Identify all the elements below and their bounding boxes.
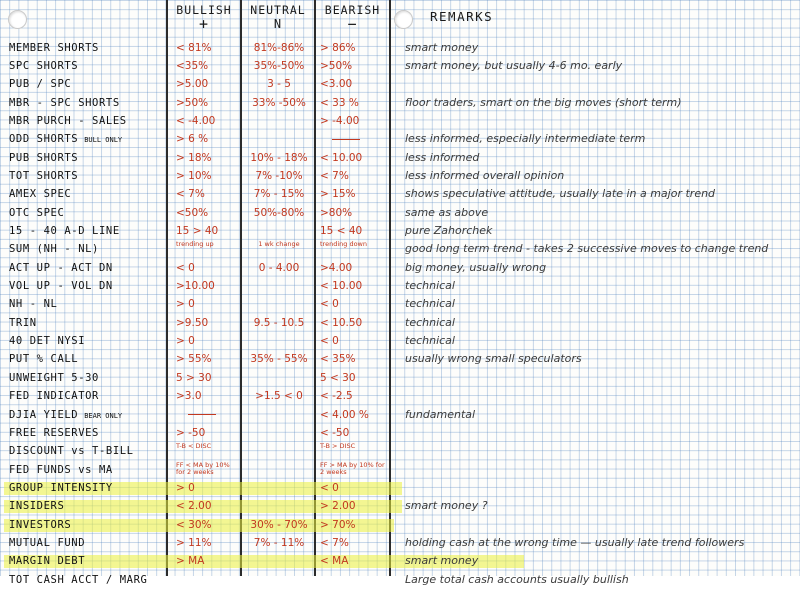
indicator-label [9,424,166,442]
indicator-name: MBR PURCH - SALES [9,114,127,127]
remark-text: technical [405,279,455,293]
dash-mark [188,414,216,415]
indicator-label [9,516,166,534]
indicator-name: GROUP INTENSITY [9,481,113,494]
bearish-value: > 2.00 [320,500,356,513]
remark-text: less informed, especially intermediate term [405,132,646,146]
neutral-value: 33% -50% [252,96,306,109]
bullish-value: <35% [176,59,209,72]
remark-text: usually wrong small speculators [405,352,582,366]
bullish-value: > 6 % [176,133,209,146]
indicator-label [9,130,166,148]
header-neutral-symbol: N [273,17,283,31]
table-row [0,167,800,185]
bearish-value: < 10.00 [320,280,363,293]
table-row [0,332,800,350]
neutral-value [244,112,314,130]
neutral-value: 35%-50% [253,59,305,72]
header-remarks: REMARKS [430,9,494,24]
indicator-name: DJIA YIELD [9,408,79,421]
indicator-name: FED FUNDS vs MA [9,463,113,476]
header-bearish-symbol: − [347,15,358,33]
remark-text: holding cash at the wrong time — usually late trend followers [405,535,745,549]
indicator-name: TRIN [9,316,37,329]
indicator-name: PUT % CALL [9,353,79,366]
bearish-value: < 7% [320,536,349,549]
table-row [0,350,800,368]
table-row [0,94,800,112]
bearish-value: trending down [320,240,367,249]
remark-text: technical [405,334,455,348]
indicator-label [9,442,166,460]
bullish-value: trending up [176,240,214,249]
indicator-label [9,277,166,295]
remark-text [405,479,797,497]
neutral-value [244,332,314,350]
indicator-label [9,534,166,552]
indicator-name: SPC SHORTS [9,59,79,72]
indicator-name: UNWEIGHT 5-30 [9,371,99,384]
indicator-name: PUB SHORTS [9,151,79,164]
bullish-value: <50% [176,206,209,219]
neutral-value [244,295,314,313]
indicator-label [9,39,166,57]
table-row [0,479,800,497]
indicator-name: VOL UP - VOL DN [9,280,113,293]
indicator-label [9,57,166,75]
bullish-value: 5 > 30 [176,371,212,384]
bullish-value: < 81% [176,41,212,54]
indicator-name: FED INDICATOR [9,390,99,403]
table-row [0,222,800,240]
bearish-value: < -50 [320,426,350,439]
indicator-name: FREE RESERVES [9,426,99,439]
remark-text [405,75,797,93]
bearish-value: < 0 [320,481,339,494]
indicator-name: 15 - 40 A-D LINE [9,225,120,237]
indicator-label [9,167,166,185]
remark-text [405,424,797,442]
remark-text: technical [405,315,455,329]
indicator-label [9,94,166,112]
neutral-value [244,424,314,442]
bullish-value: T-B < DISC [176,442,212,451]
indicator-label [9,571,166,589]
neutral-value: 35% - 55% [250,353,308,366]
header-bullish-label: BULLISH [176,3,232,17]
dash-mark [332,139,360,140]
indicator-qualifier: BULL ONLY [84,136,123,145]
bullish-value: > -50 [176,426,206,439]
neutral-value: 50%-80% [253,206,305,219]
remark-text [405,112,797,130]
bullish-value: >50% [176,96,209,109]
indicator-label [9,240,166,258]
bullish-value: < 2.00 [176,500,212,513]
remark-text: floor traders, smart on the big moves (short term) [405,95,682,109]
bearish-value: T-B > DISC [320,442,356,451]
bullish-value: >3.0 [176,390,202,403]
bullish-value: >9.50 [176,316,209,329]
neutral-value [244,571,314,589]
bullish-value: > 55% [176,353,212,366]
table-row [0,112,800,130]
table-row [0,39,800,57]
bearish-value: < 0 [320,298,339,311]
bearish-value: > 86% [320,41,356,54]
bearish-value: < 4.00 % [320,408,369,421]
bullish-value: FF < MA by 10% for 2 weeks [176,460,230,477]
bullish-value: < 0 [176,261,195,274]
neutral-value: 7% - 11% [253,536,305,549]
indicator-label [9,350,166,368]
bullish-value: < -4.00 [176,114,216,127]
table-row [0,497,800,515]
bullish-value: < 30% [176,518,212,531]
bearish-value: 15 < 40 [320,225,363,237]
remark-text: smart money [405,40,479,54]
bullish-value: > MA [176,555,205,568]
neutral-value [244,222,314,240]
indicator-name: 40 DET NYSI [9,335,86,348]
indicator-name: OTC SPEC [9,206,65,219]
bearish-value [320,571,388,589]
indicator-label [9,552,166,570]
indicator-name: NH - NL [9,298,58,311]
bearish-value: < 10.50 [320,316,363,329]
indicator-name: TOT SHORTS [9,169,79,182]
neutral-value [244,479,314,497]
indicator-name: INSIDERS [9,500,65,513]
table-row [0,57,800,75]
remark-text [405,461,797,479]
table-row [0,534,800,552]
indicator-label [9,314,166,332]
indicator-label [9,497,166,515]
table-row [0,369,800,387]
table-row [0,424,800,442]
indicator-name: ODD SHORTS [9,133,79,146]
bearish-value: >80% [320,206,353,219]
indicator-name: MBR - SPC SHORTS [9,96,120,109]
table-row [0,204,800,222]
bearish-value: >50% [320,59,353,72]
table-row [0,240,800,258]
bearish-value: FF > MA by 10% for 2 weeks [320,460,385,477]
indicator-name: MARGIN DEBT [9,555,86,568]
remark-text: same as above [405,205,489,219]
neutral-value: 10% - 18% [250,151,308,164]
remark-text: smart money [405,554,479,568]
remark-text: less informed overall opinion [405,168,565,182]
neutral-value: 7% -10% [255,169,303,182]
remark-text: Large total cash accounts usually bullish [405,572,629,586]
remark-text: less informed [405,150,480,164]
indicator-qualifier: BEAR ONLY [84,411,123,420]
indicator-label [9,295,166,313]
neutral-value: 1 wk change [258,240,300,249]
indicator-label [9,75,166,93]
table-row [0,130,800,148]
indicator-name: TOT CASH ACCT / MARG [9,573,148,586]
neutral-value: >1.5 < 0 [255,390,303,403]
table-row [0,571,800,589]
table-row [0,295,800,313]
table-row [0,277,800,295]
bearish-value-dash [320,130,388,148]
bullish-value: < 7% [176,188,205,201]
bullish-value: > 18% [176,151,212,164]
remark-text [405,369,797,387]
table-row [0,552,800,570]
indicator-name: MUTUAL FUND [9,536,86,549]
table-row [0,185,800,203]
remark-text: fundamental [405,407,476,421]
bullish-value: > 11% [176,536,212,549]
indicator-label [9,149,166,167]
remark-text [405,387,797,405]
bullish-value: > 0 [176,481,195,494]
bullish-value-dash [176,406,240,424]
bullish-value: > 0 [176,298,195,311]
neutral-value [244,497,314,515]
table-row [0,387,800,405]
bearish-value: < 35% [320,353,356,366]
indicator-label [9,461,166,479]
table-row [0,442,800,460]
bullish-value: > 0 [176,335,195,348]
bearish-value: > 70% [320,518,356,531]
table-row [0,314,800,332]
indicator-name: ACT UP - ACT DN [9,261,113,274]
bearish-value: < 7% [320,169,349,182]
bearish-value: 5 < 30 [320,371,356,384]
bearish-value: > -4.00 [320,114,360,127]
neutral-value [244,369,314,387]
bearish-value: < -2.5 [320,390,353,403]
bullish-value [176,571,240,589]
indicator-name: INVESTORS [9,518,72,531]
indicator-label [9,369,166,387]
bearish-value: > 15% [320,188,356,201]
bearish-value: < 0 [320,335,339,348]
table-row [0,406,800,424]
bullish-value: > 10% [176,169,212,182]
table-row [0,516,800,534]
neutral-value [244,461,314,480]
remark-text: smart money ? [405,499,488,513]
neutral-value [244,406,314,424]
indicator-label [9,387,166,405]
header-bullish-symbol: + [198,15,210,33]
remark-text: shows speculative attitude, usually late in a major trend [405,187,716,201]
header-neutral-label: NEUTRAL [250,3,306,17]
bearish-value: < 33 % [320,96,359,109]
remark-text: pure Zahorchek [405,224,493,237]
neutral-value: 30% - 70% [250,518,308,531]
table-row [0,259,800,277]
indicator-label [9,204,166,222]
bearish-value: < MA [320,555,349,568]
table-row [0,149,800,167]
neutral-value [244,130,314,148]
table-row [0,75,800,93]
table-row [0,461,800,479]
indicator-name: PUB / SPC [9,78,72,91]
indicator-label [9,332,166,350]
header-bearish-label: BEARISH [324,3,381,17]
remark-text [405,442,797,460]
neutral-value: 3 - 5 [267,78,291,91]
indicator-label [9,479,166,497]
neutral-value [244,442,314,460]
indicator-name: AMEX SPEC [9,188,72,201]
indicator-label [9,406,166,424]
neutral-value [244,277,314,295]
neutral-value: 81%-86% [253,41,305,54]
remark-text: good long term trend - takes 2 successive moves to change trend [405,242,769,256]
neutral-value: 9.5 - 10.5 [253,316,305,329]
bullish-value: >5.00 [176,78,209,91]
remark-text: big money, usually wrong [405,260,547,274]
indicator-name: SUM (NH - NL) [9,243,99,256]
indicator-name: DISCOUNT vs T-BILL [9,445,134,458]
indicator-name: MEMBER SHORTS [9,41,99,54]
neutral-value [244,552,314,570]
remark-text: technical [405,297,455,311]
bearish-value: >4.00 [320,261,353,274]
remark-text: smart money, but usually 4-6 mo. early [405,58,623,72]
indicator-label [9,222,166,240]
neutral-value: 0 - 4.00 [258,261,300,274]
bearish-value: < 10.00 [320,151,363,164]
bearish-value: <3.00 [320,78,353,91]
bullish-value: >10.00 [176,280,215,293]
neutral-value: 7% - 15% [253,188,305,201]
indicator-label [9,259,166,277]
bullish-value: 15 > 40 [176,225,219,237]
indicator-label [9,185,166,203]
indicator-label [9,112,166,130]
remark-text [405,516,797,534]
